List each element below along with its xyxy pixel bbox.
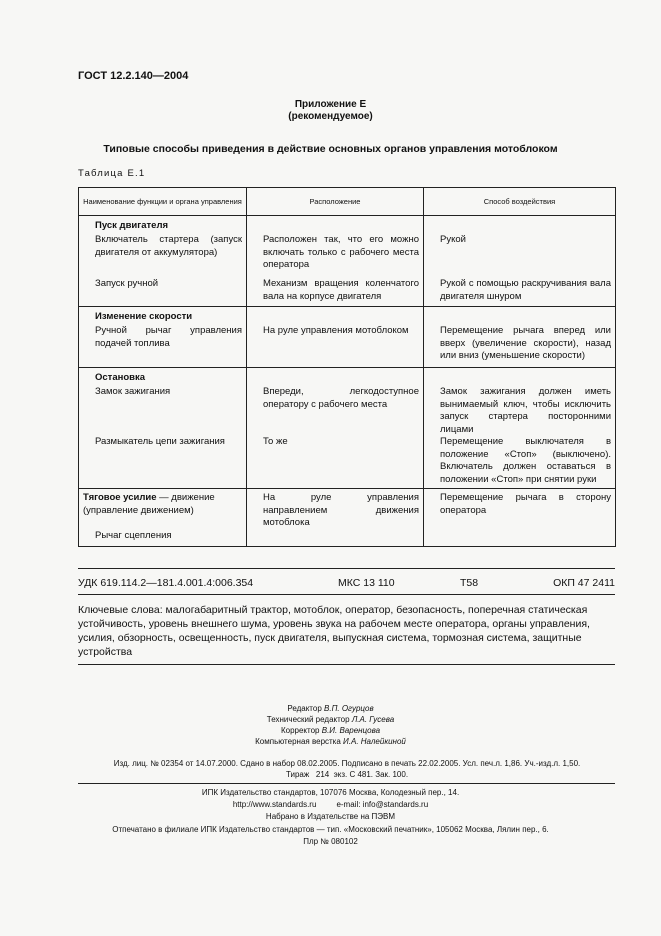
group-title: Тяговое усилие <box>83 492 157 503</box>
group-heading-row <box>79 307 616 326</box>
row-method: Рукой с помощью раскручивания вала двигателя шнуром <box>424 278 616 307</box>
udk-code: УДК 619.114.2—181.4.001.4:006.354 <box>78 577 254 589</box>
row-method: Перемещение рычага вперед или вверх (увеличение скорости), назад или вниз (уменьшение скорости) <box>424 325 616 368</box>
imprint <box>87 758 607 780</box>
header-function: Наименование функции и органа управления <box>79 188 247 216</box>
appendix-subtitle: (рекомендуемое) <box>288 111 373 122</box>
publisher-block <box>0 787 661 848</box>
row-function: Ручной рычаг управления подачей топлива <box>79 325 247 368</box>
table-row <box>79 234 616 278</box>
divider <box>78 594 615 595</box>
table-row <box>79 278 616 307</box>
row-location: То же <box>247 436 424 489</box>
publisher-contacts <box>0 799 661 811</box>
row-location: Расположен так, что его можно включать только с рабочего места оператора <box>247 234 424 278</box>
row-function: Замок зажигания <box>79 386 247 436</box>
controls-table <box>78 187 616 547</box>
website-link[interactable]: http://www.standards.ru <box>232 800 317 810</box>
publisher-license: Плр № 080102 <box>303 836 358 846</box>
okp-code: ОКП 47 2411 <box>553 577 615 589</box>
row-method: Рукой <box>424 234 616 278</box>
group-title: Остановка <box>79 368 247 387</box>
mks-code: МКС 13 110 <box>338 577 395 589</box>
credit-proofreader: Корректор В.И. Варенцова <box>280 726 381 735</box>
row-method: Перемещение выключателя в положение «Стоп» (выключено). Включатель должен оставаться в положении «Стоп» при снятии руки <box>424 436 616 489</box>
imprint-line: Изд. лиц. № 02354 от 14.07.2000. Сдано в набор 08.02.2005. Подписано в печать 22.02.2005. Усл. печ.л. 1,86. Уч.-изд.л. 1,50. <box>113 759 581 768</box>
row-function: Запуск ручной <box>79 278 247 307</box>
group-title: Пуск двигателя <box>79 216 247 235</box>
credit-editor: Редактор В.П. Огурцов <box>287 704 374 713</box>
row-location: На руле управления мотоблоком <box>247 325 424 368</box>
header-method: Способ воздействия <box>424 188 616 216</box>
divider <box>78 783 615 784</box>
publisher-printed: Отпечатано в филиале ИПК Издательство стандартов — тип. «Московский печатник», 105062 Москва, Лялин пер., 6. <box>112 824 549 834</box>
header-location: Расположение <box>247 188 424 216</box>
row-location: Механизм вращения коленчатого вала на корпусе двигателя <box>247 278 424 307</box>
divider <box>78 664 615 665</box>
appendix-title: Приложение Е <box>294 99 367 110</box>
publisher-typeset: Набрано в Издательстве на ПЭВМ <box>265 812 396 822</box>
imprint-line: Тираж 214 экз. С 481. Зак. 100. <box>285 770 409 779</box>
divider <box>78 568 615 569</box>
row-function: Размыкатель цепи зажигания <box>79 436 247 489</box>
row-method: Перемещение рычага в сторону оператора <box>424 489 616 530</box>
credit-tech-editor: Технический редактор Л.А. Гусева <box>266 715 395 724</box>
row-function: Включатель стартера (запуск двигателя от аккумулятора) <box>79 234 247 278</box>
keywords: Ключевые слова: малогабаритный трактор, мотоблок, оператор, безопасность, поперечная статическая устойчивость, уровень внешнего шума, уровень звука на рабочем месте оператора, органы управления, усилия, обзорность, освещенность, пуск двигателя, выпускная система, тормозная система, защитные устройства <box>78 604 590 658</box>
group-heading-row <box>79 368 616 387</box>
group-title-rest: — движение (управление движением) <box>83 492 215 516</box>
t-code: Т58 <box>460 577 479 589</box>
table-row <box>79 386 616 436</box>
table-caption: Таблица Е.1 <box>78 168 146 179</box>
email-link[interactable]: e-mail: info@standards.ru <box>336 800 429 810</box>
row-location: На руле управления направлением движения мотоблока <box>247 489 424 530</box>
group-heading-cell <box>79 489 247 530</box>
table-row <box>79 325 616 368</box>
main-title: Типовые способы приведения в действие основных органов управления мотоблоком <box>103 143 558 155</box>
row-method: Замок зажигания должен иметь вынимаемый ключ, чтобы исключить запуск стартера посторонними лицами <box>424 386 616 436</box>
row-location: Впереди, легкодоступное оператору с рабочего места <box>247 386 424 436</box>
table-header-row <box>79 188 616 216</box>
publisher-address: ИПК Издательство стандартов, 107076 Москва, Колодезный пер., 14. <box>201 788 460 797</box>
credit-layout: Компьютерная верстка И.А. Налейкиной <box>255 737 406 746</box>
standard-header: ГОСТ 12.2.140—2004 <box>78 70 189 82</box>
group-heading-row <box>79 216 616 235</box>
group-title: Изменение скорости <box>79 307 247 326</box>
table-row <box>79 489 616 530</box>
table-row <box>79 530 616 547</box>
row-function: Рычаг сцепления <box>79 530 247 547</box>
table-row <box>79 436 616 489</box>
